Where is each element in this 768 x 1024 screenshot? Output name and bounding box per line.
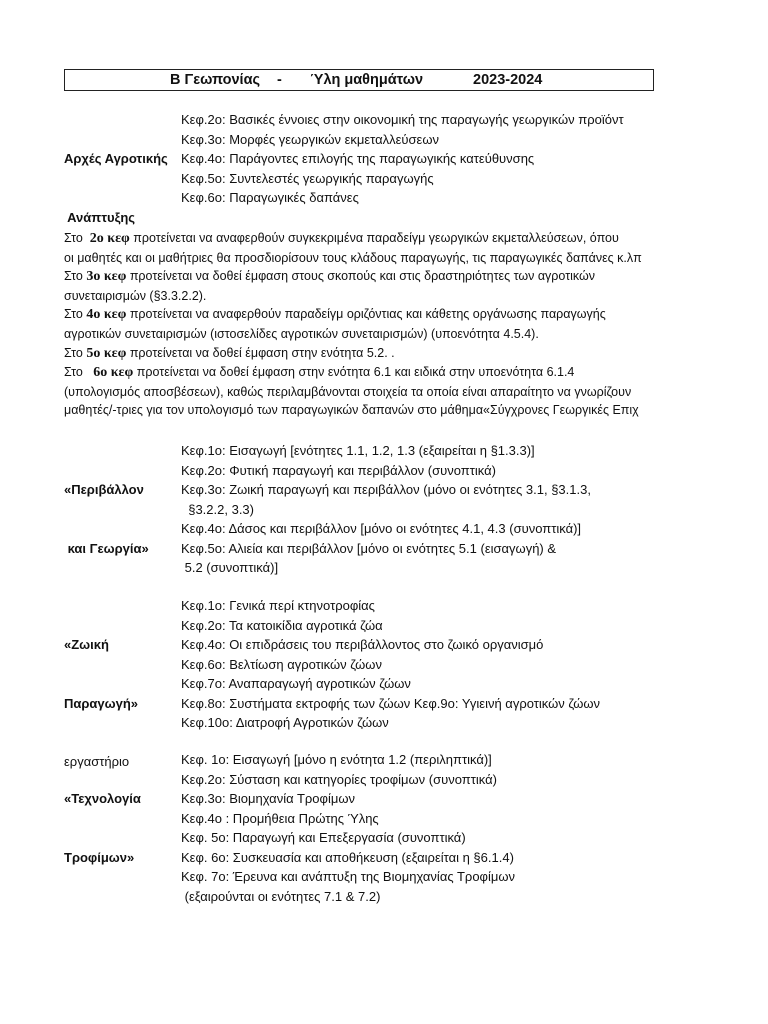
chapter-item: Κεφ.3ο: Ζωική παραγωγή και περιβάλλον (μόνο οι ενότητες 3.1, §3.1.3, [181, 482, 591, 497]
note-prefix: Στο [64, 231, 83, 245]
page-title: Ύλη μαθημάτων [310, 72, 424, 88]
chapter-item: Κεφ. 1ο: Εισαγωγή [μόνο η ενότητα 1.2 (περιληπτικά)] [181, 752, 492, 767]
note-text: προτείνεται να δοθεί έμφαση στην ενότητα 5.2. . [129, 345, 395, 360]
chapter-item: Κεφ.1ο: Γενικά περί κτηνοτροφίας [181, 598, 375, 613]
note-chapter-ref: 3ο κεφ [86, 269, 127, 285]
chapter-item: Κεφ. 7ο: Έρευνα και ανάπτυξη της Βιομηχανίας Τροφίμων [181, 869, 516, 884]
note-line [64, 344, 664, 364]
chapter-item: Κεφ.2ο: Φυτική παραγωγή και περιβάλλον (συνοπτικά) [181, 462, 496, 478]
chapter-item: Κεφ.4ο: Οι επιδράσεις του περιβάλλοντος στο ζωικό οργανισμό [181, 637, 544, 652]
chapter-notes [64, 229, 664, 420]
chapter-item: Κεφ.5ο: Αλιεία και περιβάλλον [μόνο οι ενότητες 5.1 (εισαγωγή) & [181, 540, 557, 556]
chapter-item: Κεφ.4ο : Προμήθεια Πρώτης Ύλης [181, 810, 379, 826]
title-box [64, 69, 654, 91]
note-line [64, 305, 664, 325]
chapter-list-agro [181, 110, 624, 208]
note-line [64, 363, 664, 383]
section-label-line: Αρχές Αγροτικής [64, 151, 168, 166]
note-prefix: Στο [64, 365, 83, 380]
note-chapter-ref: 6ο κεφ [93, 365, 134, 381]
section-label-environment [64, 441, 149, 597]
chapter-item: Κεφ.8ο: Συστήματα εκτροφής των ζώων Κεφ.9ο: Υγιεινή αγροτικών ζώων [181, 695, 601, 711]
section-label-line: εργαστήριο [64, 754, 130, 769]
section-label-line: «Τεχνολογία [64, 791, 141, 806]
note-prefix: Στο [64, 307, 83, 322]
section-label-line: Ανάπτυξης [64, 209, 136, 225]
course-name: Β Γεωπονίας [170, 72, 261, 88]
chapter-item: (εξαιρούνται οι ενότητες 7.1 & 7.2) [181, 888, 381, 904]
note-line: συνεταιρισμών (§3.3.2.2). [64, 288, 207, 303]
chapter-list-animal [181, 596, 600, 733]
chapter-item: Κεφ.3ο: Μορφές γεωργικών εκμεταλλεύσεων [181, 131, 440, 147]
school-year: 2023-2024 [473, 72, 543, 88]
note-line: οι μαθητές και οι μαθήτριες θα προσδιορίσουν τους κλάδους παραγωγής, τις παραγωγικές δαπάνες κ.λπ [64, 250, 642, 265]
chapter-list-environment [181, 441, 591, 578]
chapter-item: Κεφ.10ο: Διατροφή Αγροτικών ζώων [181, 715, 389, 730]
chapter-item: Κεφ.4ο: Παράγοντες επιλογής της παραγωγικής κατεύθυνσης [181, 151, 535, 166]
note-line [64, 229, 664, 249]
chapter-item: §3.2.2, 3.3) [181, 501, 254, 517]
title-dash: - [277, 72, 282, 88]
chapter-item: Κεφ.4ο: Δάσος και περιβάλλον [μόνο οι ενότητες 4.1, 4.3 (συνοπτικά)] [181, 521, 582, 536]
section-label-line: «Περιβάλλον [64, 482, 144, 497]
note-line: αγροτικών συνεταιρισμών (ιστοσελίδες αγροτικών συνεταιρισμών) (υποενότητα 4.5.4). [64, 326, 539, 341]
section-label-food [64, 750, 141, 906]
chapter-item: 5.2 (συνοπτικά)] [181, 560, 279, 575]
chapter-item: Κεφ.6ο: Παραγωγικές δαπάνες [181, 190, 359, 205]
note-line: (υπολογισμός αποσβέσεων), καθώς περιλαμβάνονται στοιχεία τα οποία είναι απαραίτητο να γνωρίζουν [64, 384, 632, 399]
chapter-item: Κεφ. 6ο: Συσκευασία και αποθήκευση (εξαιρείται η §6.1.4) [181, 849, 514, 865]
chapter-item: Κεφ.6ο: Βελτίωση αγροτικών ζώων [181, 656, 382, 672]
note-chapter-ref: 4ο κεφ [86, 307, 127, 323]
chapter-item: Κεφ.7ο: Αναπαραγωγή αγροτικών ζώων [181, 676, 411, 691]
note-line: μαθητές/-τριες για τον υπολογισμό των παραγωγικών δαπανών στο μάθημα«Σύγχρονες Γεωργικές Επιχ [64, 403, 639, 418]
chapter-item: Κεφ. 5ο: Παραγωγή και Επεξεργασία (συνοπτικά) [181, 830, 466, 845]
chapter-item: Κεφ.2ο: Βασικές έννοιες στην οικονομική της παραγωγής γεωργικών προϊόντ [181, 112, 624, 127]
note-text: προτείνεται να δοθεί έμφαση στους σκοπούς και στις δραστηριότητες των αγροτικών [129, 269, 596, 284]
section-label-line: και Γεωργία» [64, 540, 149, 556]
note-prefix: Στο [64, 269, 83, 284]
note-text: προτείνεται να δοθεί έμφαση στην ενότητα 6.1 και ειδικά στην υποενότητα 6.1.4 [136, 365, 575, 380]
note-prefix: Στο [64, 345, 83, 360]
chapter-item: Κεφ.5ο: Συντελεστές γεωργικής παραγωγής [181, 170, 434, 186]
chapter-item: Κεφ.1ο: Εισαγωγή [ενότητες 1.1, 1.2, 1.3 (εξαιρείται η §1.3.3)] [181, 443, 535, 458]
note-chapter-ref: 2ο κεφ [89, 231, 130, 246]
note-line [64, 267, 664, 287]
note-chapter-ref: 5ο κεφ [86, 345, 127, 361]
note-text: προτείνεται να αναφερθούν συγκεκριμένα παραδείγμ γεωργικών εκμεταλλεύσεων, όπου [133, 231, 619, 245]
note-text: προτείνεται να αναφερθούν παραδείγμ οριζόντιας και κάθετης οργάνωσης παραγωγής [129, 307, 606, 322]
chapter-item: Κεφ.2ο: Τα κατοικίδια αγροτικά ζώα [181, 617, 383, 633]
chapter-list-food [181, 750, 515, 906]
section-label-line: Παραγωγή» [64, 695, 139, 711]
section-label-line: Τροφίμων» [64, 849, 135, 865]
section-label-line: «Ζωική [64, 637, 109, 652]
chapter-item: Κεφ.3ο: Βιομηχανία Τροφίμων [181, 791, 355, 806]
chapter-item: Κεφ.2ο: Σύσταση και κατηγορίες τροφίμων (συνοπτικά) [181, 771, 497, 787]
